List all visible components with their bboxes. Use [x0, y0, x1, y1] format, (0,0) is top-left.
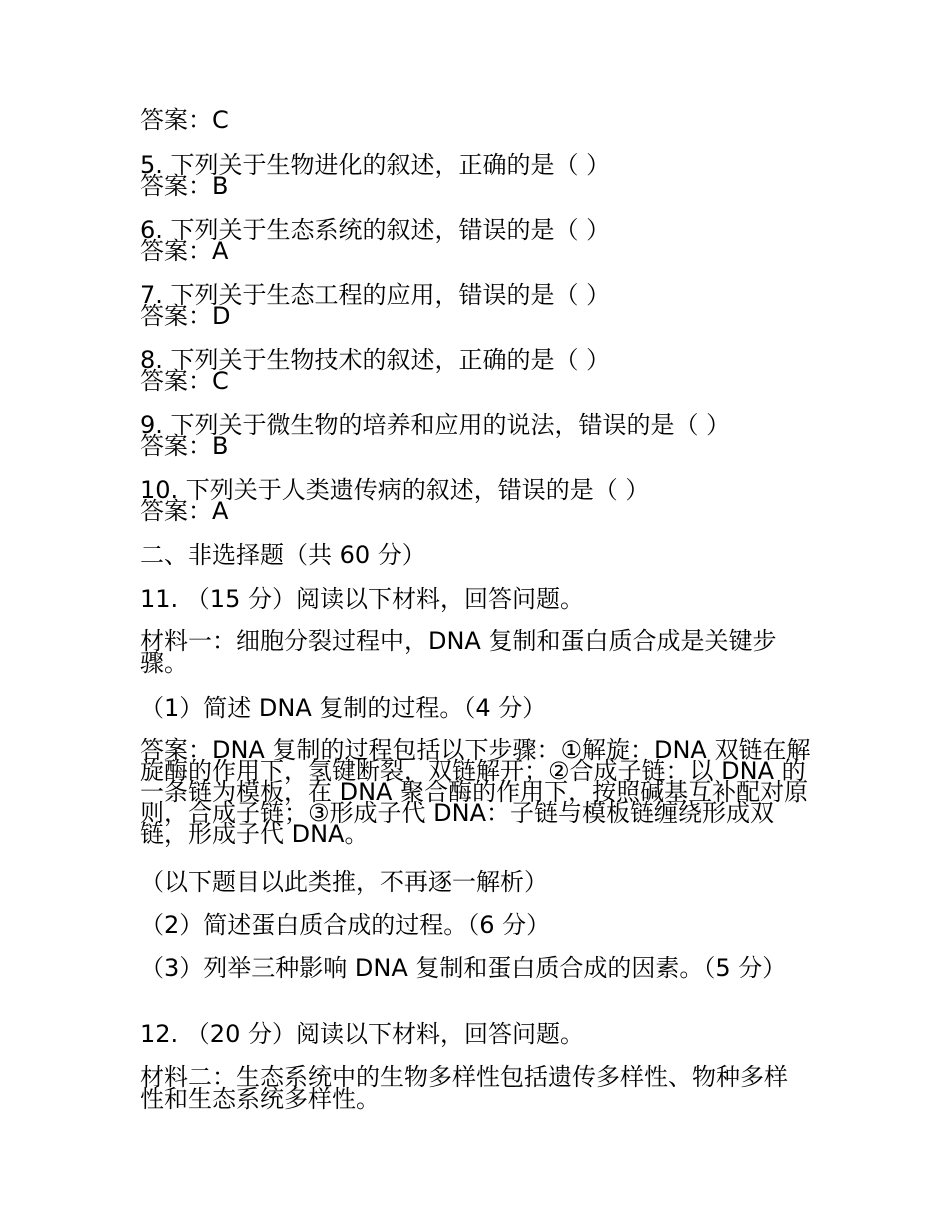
material-one: 材料一：细胞分裂过程中，DNA 复制和蛋白质合成是关键步骤。 — [140, 627, 777, 677]
answer-7: 答案：D — [140, 302, 231, 330]
answer-6: 答案：A — [140, 237, 229, 265]
answer-4: 答案：C — [140, 106, 229, 134]
question-9: 9. 下列关于微生物的培养和应用的说法，错误的是（ ） — [140, 411, 731, 439]
note-text: （以下题目以此类推，不再逐一解析） — [140, 868, 548, 896]
question-6: 6. 下列关于生态系统的叙述，错误的是（ ） — [140, 216, 611, 244]
material-two: 材料二：生态系统中的生物多样性包括遗传多样性、物种多样性和生态系统多样性。 — [140, 1063, 788, 1113]
question-11-2: （2）简述蛋白质合成的过程。（6 分） — [140, 911, 551, 939]
answer-9: 答案：B — [140, 432, 229, 460]
answer-5: 答案：B — [140, 172, 229, 200]
question-8: 8. 下列关于生物技术的叙述，正确的是（ ） — [140, 346, 611, 374]
section-heading: 二、非选择题（共 60 分） — [140, 541, 426, 569]
question-7: 7. 下列关于生态工程的应用，错误的是（ ） — [140, 281, 611, 309]
question-11: 11. （15 分）阅读以下材料，回答问题。 — [140, 585, 584, 613]
question-11-1: （1）简述 DNA 复制的过程。（4 分） — [140, 694, 547, 722]
answer-10: 答案：A — [140, 497, 229, 525]
answer-8: 答案：C — [140, 367, 229, 395]
question-10: 10. 下列关于人类遗传病的叙述，错误的是（ ） — [140, 476, 650, 504]
answer-11-1: 答案：DNA 复制的过程包括以下步骤：①解旋：DNA 双链在解旋酶的作用下，氢键断裂，双链解开；②合成子链：以 DNA 的一条链为模板，在 DNA 聚合酶的作用下，按照碱基互补配对原则，合成子链；③形成子代 DNA：子链与模板链缠绕形成双链，形成子代 DNA。 — [140, 736, 811, 848]
question-5: 5. 下列关于生物进化的叙述，正确的是（ ） — [140, 151, 611, 179]
question-12: 12. （20 分）阅读以下材料，回答问题。 — [140, 1020, 584, 1048]
question-11-3: （3）列举三种影响 DNA 复制和蛋白质合成的因素。（5 分） — [140, 954, 787, 982]
